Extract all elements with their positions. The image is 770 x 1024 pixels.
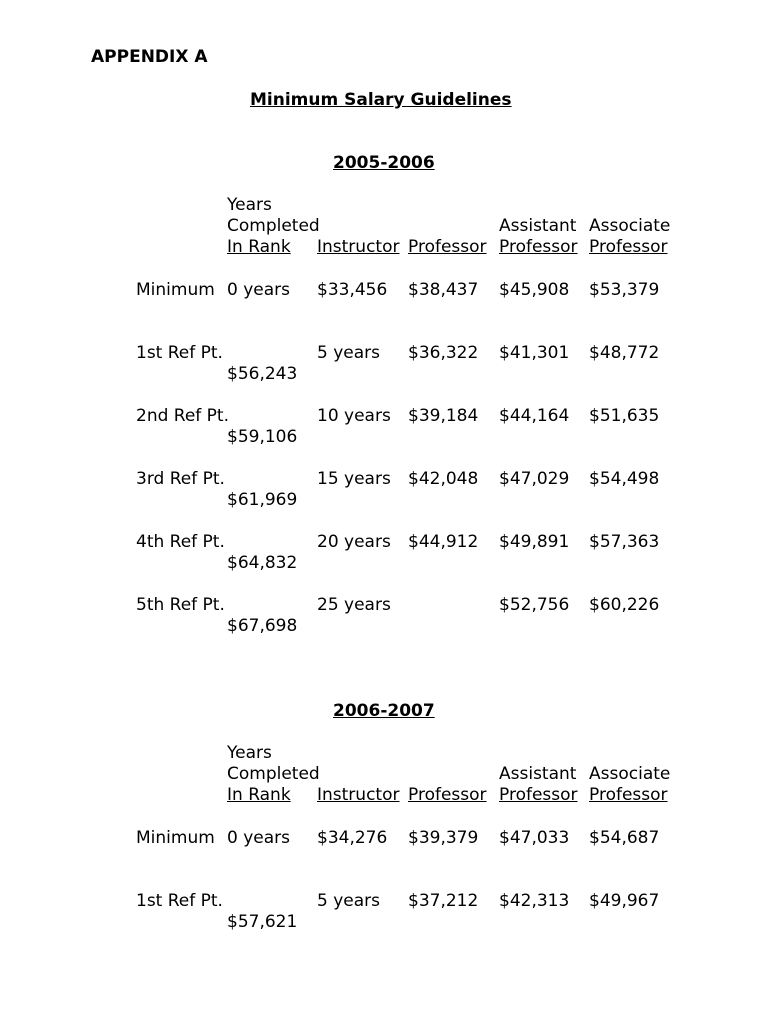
salary-cell: $51,635 [589,406,660,426]
salary-cell: $47,033 [499,828,570,848]
years-header-line1: Years [227,743,272,763]
assistant-header-line2: Professor [499,785,578,805]
document-title: Minimum Salary Guidelines [250,90,512,110]
salary-cell: $48,772 [589,343,660,363]
years-cell: 10 years [317,406,391,426]
salary-cell: $44,912 [408,532,479,552]
row-label: 4th Ref Pt. [136,532,225,552]
years-cell: 0 years [227,828,291,848]
appendix-title: APPENDIX A [91,47,208,67]
wrapped-salary-cell: $64,832 [227,553,298,573]
salary-cell: $57,363 [589,532,660,552]
years-header-line1: Years [227,195,272,215]
row-label: 1st Ref Pt. [136,343,223,363]
row-label: 2nd Ref Pt. [136,406,230,426]
salary-cell: $39,184 [408,406,479,426]
years-cell: 5 years [317,891,381,911]
salary-cell: $45,908 [499,280,570,300]
years-cell: 25 years [317,595,391,615]
years-cell: 5 years [317,343,381,363]
row-label: 3rd Ref Pt. [136,469,225,489]
section-year-heading: 2005-2006 [333,153,435,173]
years-header-line2: Completed [227,764,320,784]
salary-cell: $41,301 [499,343,570,363]
wrapped-salary-cell: $57,621 [227,912,298,932]
salary-cell: $44,164 [499,406,570,426]
salary-cell: $33,456 [317,280,388,300]
salary-cell: $47,029 [499,469,570,489]
assistant-header-line1: Assistant [499,216,577,236]
wrapped-salary-cell: $59,106 [227,427,298,447]
salary-cell: $38,437 [408,280,479,300]
years-cell: 20 years [317,532,391,552]
instructor-column-header: Instructor [317,785,400,805]
salary-cell: $53,379 [589,280,660,300]
section-year-heading: 2006-2007 [333,701,435,721]
wrapped-salary-cell: $56,243 [227,364,298,384]
salary-cell: $39,379 [408,828,479,848]
associate-header-line1: Associate [589,764,671,784]
salary-cell: $42,313 [499,891,570,911]
associate-header-line1: Associate [589,216,671,236]
salary-cell: $42,048 [408,469,479,489]
row-label: Minimum [136,828,215,848]
salary-cell: $52,756 [499,595,570,615]
assistant-header-line2: Professor [499,237,578,257]
row-label: 5th Ref Pt. [136,595,225,615]
salary-cell: $34,276 [317,828,388,848]
salary-cell: $36,322 [408,343,479,363]
years-header-line3: In Rank [227,237,291,257]
wrapped-salary-cell: $61,969 [227,490,298,510]
assistant-header-line1: Assistant [499,764,577,784]
salary-cell: $54,498 [589,469,660,489]
years-header-line2: Completed [227,216,320,236]
wrapped-salary-cell: $67,698 [227,616,298,636]
years-header-line3: In Rank [227,785,291,805]
row-label: Minimum [136,280,215,300]
salary-cell: $54,687 [589,828,660,848]
row-label: 1st Ref Pt. [136,891,223,911]
instructor-column-header: Instructor [317,237,400,257]
professor-column-header: Professor [408,785,487,805]
years-cell: 0 years [227,280,291,300]
salary-cell: $49,891 [499,532,570,552]
salary-cell: $37,212 [408,891,479,911]
years-cell: 15 years [317,469,391,489]
associate-header-line2: Professor [589,785,668,805]
salary-cell: $60,226 [589,595,660,615]
professor-column-header: Professor [408,237,487,257]
salary-cell: $49,967 [589,891,660,911]
associate-header-line2: Professor [589,237,668,257]
